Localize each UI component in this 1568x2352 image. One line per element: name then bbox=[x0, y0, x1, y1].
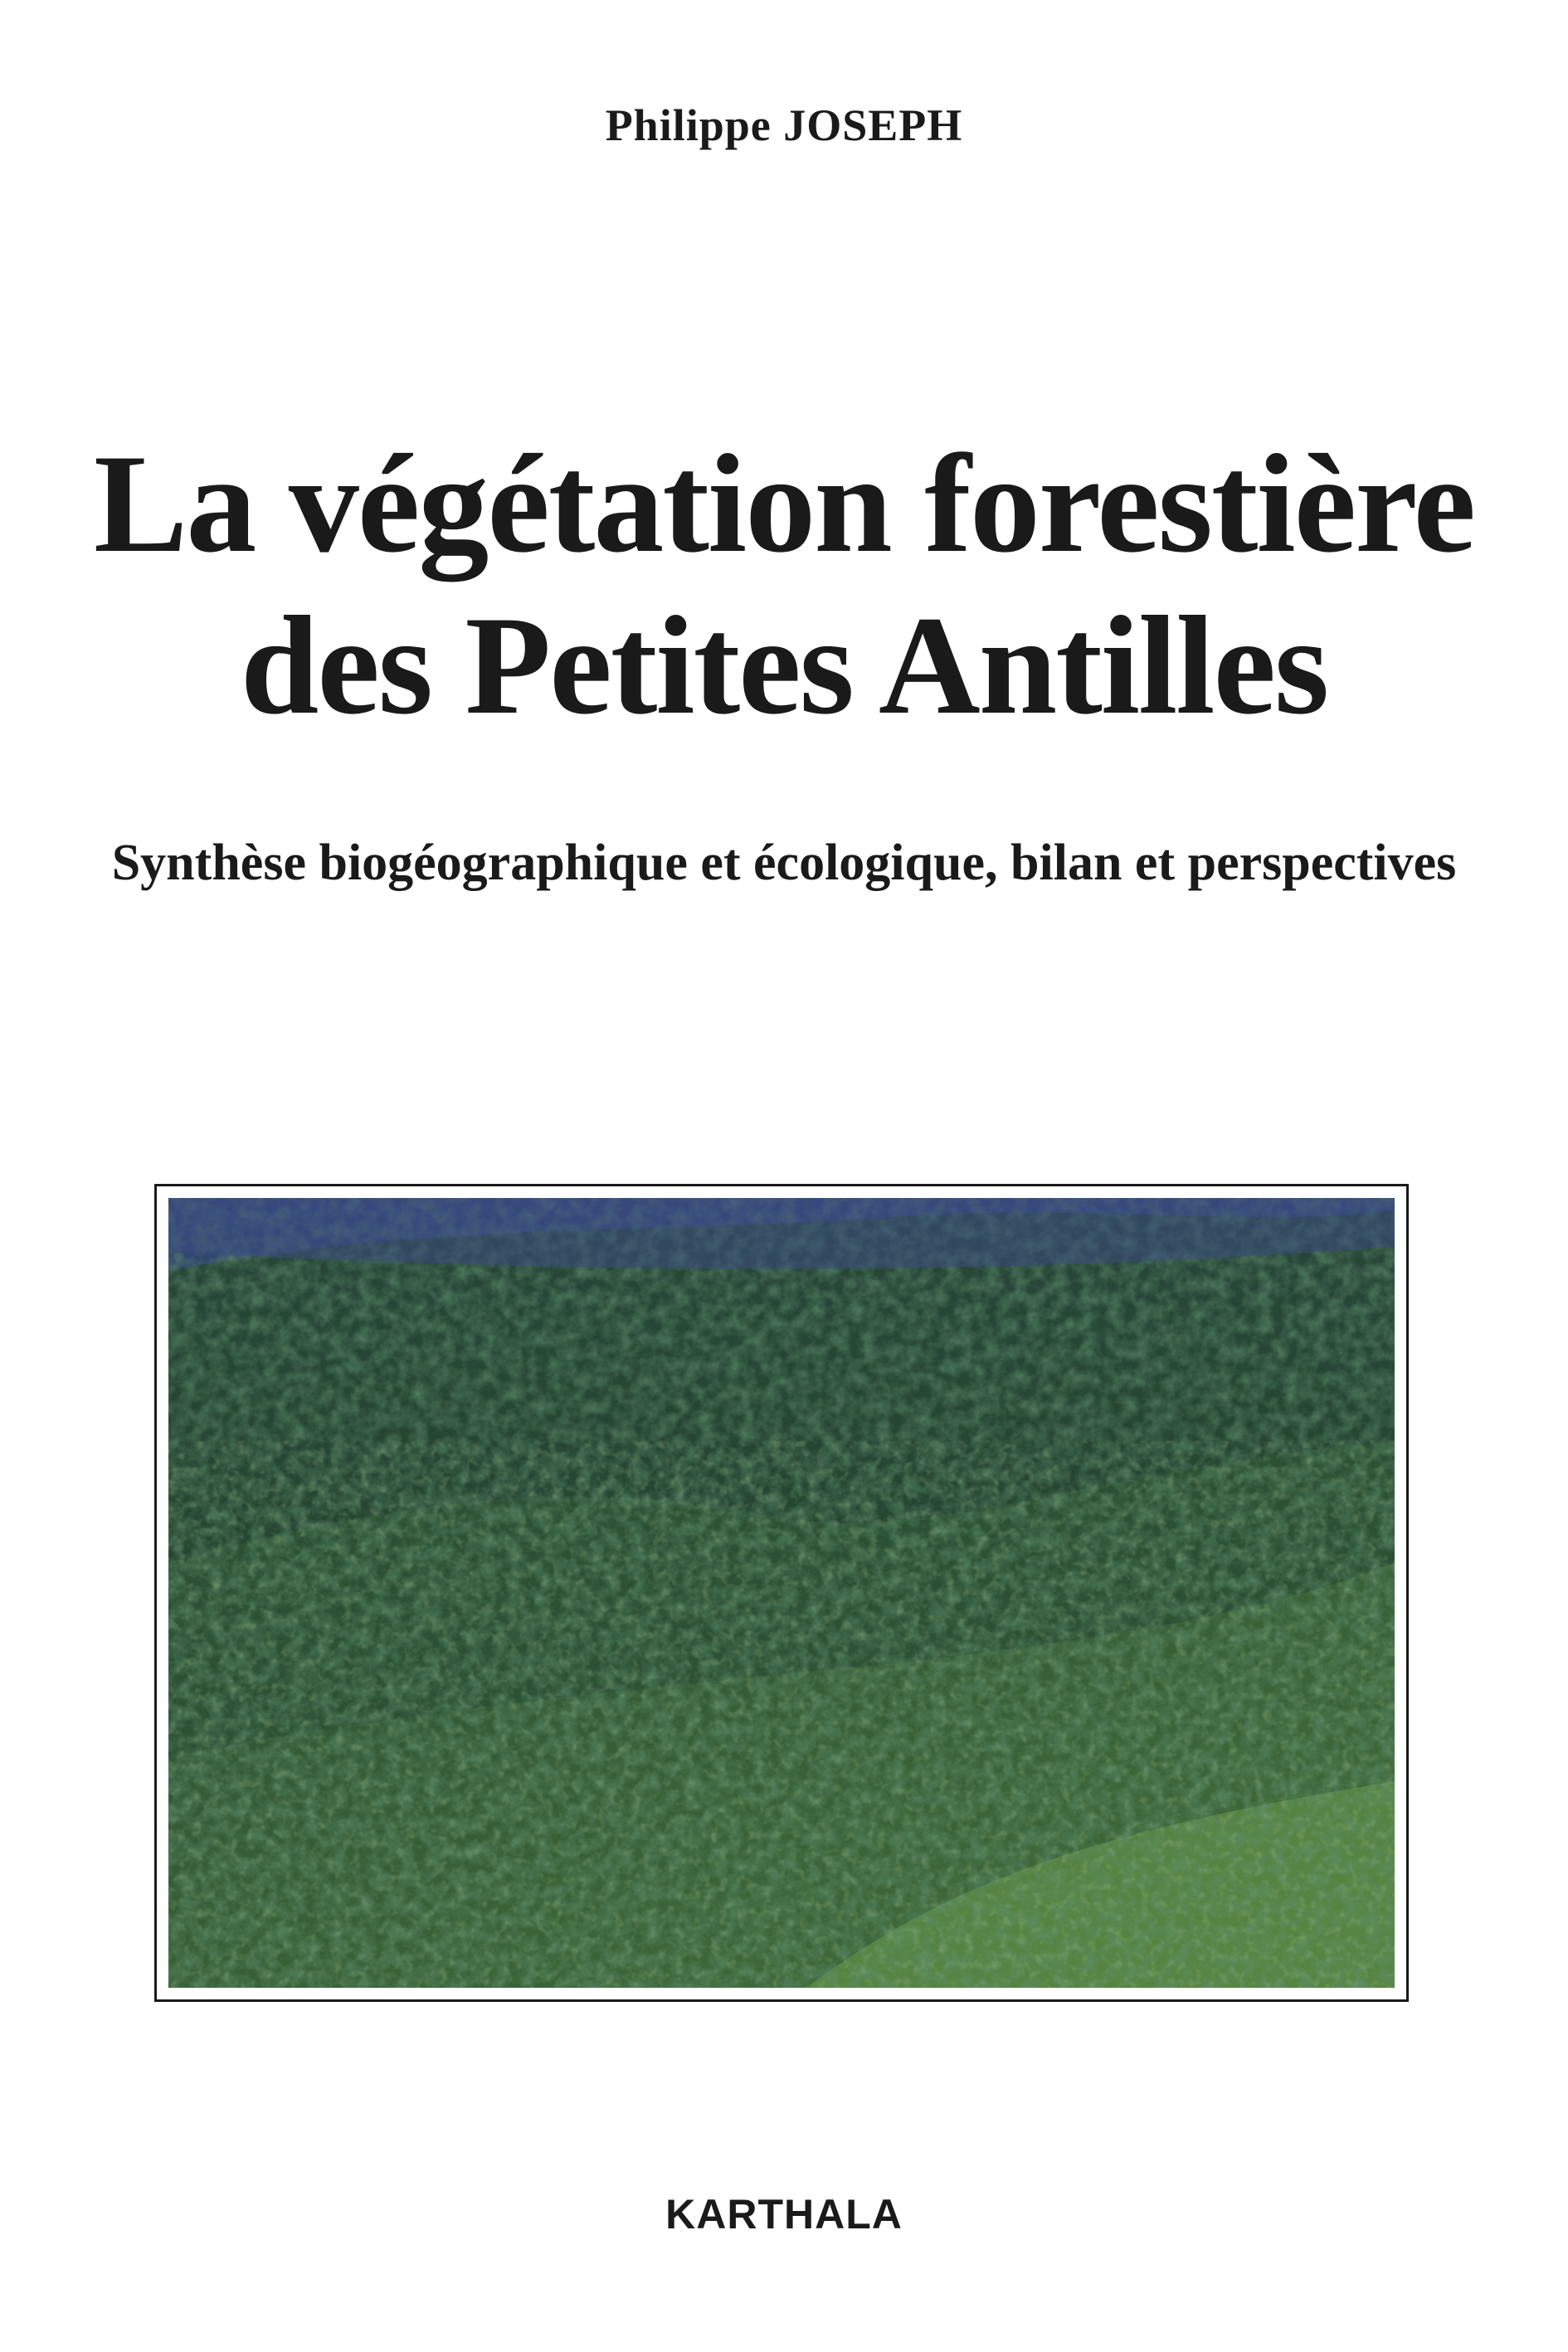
book-subtitle: Synthèse biogéographique et écologique, bilan et perspectives bbox=[111, 835, 1457, 891]
book-title bbox=[0, 423, 1568, 747]
author-name: Philippe JOSEPH bbox=[605, 100, 963, 150]
publisher-name: KARTHALA bbox=[665, 2191, 903, 2238]
forest-photo-image bbox=[168, 1198, 1395, 1988]
cover-photo-frame bbox=[154, 1184, 1409, 2002]
title-line-1: La végétation forestière bbox=[93, 426, 1475, 582]
forest-photo bbox=[168, 1198, 1395, 1988]
title-line-2: des Petites Antilles bbox=[240, 587, 1328, 743]
